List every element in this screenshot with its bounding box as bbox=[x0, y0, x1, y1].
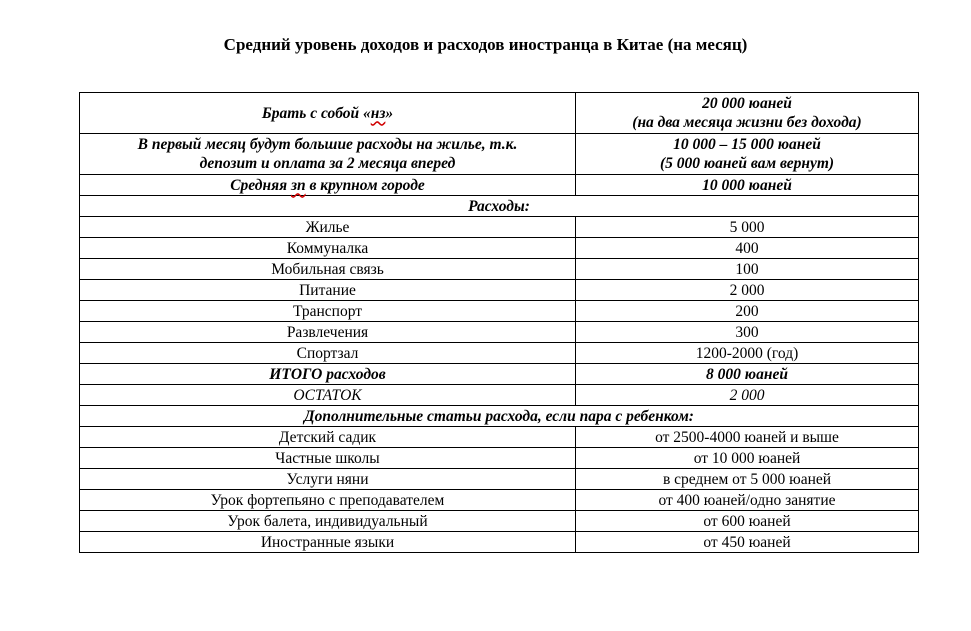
value-cell: 400 bbox=[576, 238, 919, 259]
label-cell: Частные школы bbox=[80, 448, 576, 469]
table-row bbox=[80, 301, 919, 322]
table-row bbox=[80, 175, 919, 196]
table-row bbox=[80, 280, 919, 301]
section-header-row bbox=[80, 196, 919, 217]
label-cell: Услуги няни bbox=[80, 469, 576, 490]
label-cell: Детский садик bbox=[80, 427, 576, 448]
value-cell: 100 bbox=[576, 259, 919, 280]
value-cell: в среднем от 5 000 юаней bbox=[576, 469, 919, 490]
spellcheck-flag: нз bbox=[370, 104, 386, 122]
total-label: ИТОГО расходов bbox=[80, 364, 576, 385]
value-cell: 300 bbox=[576, 322, 919, 343]
value-cell: от 600 юаней bbox=[576, 511, 919, 532]
total-row bbox=[80, 364, 919, 385]
table-row bbox=[80, 511, 919, 532]
value-cell: 10 000 – 15 000 юаней (5 000 юаней вам вернут) bbox=[576, 134, 919, 175]
value-cell: 20 000 юаней (на два месяца жизни без дохода) bbox=[576, 93, 919, 134]
spellcheck-flag: зп bbox=[290, 176, 306, 194]
label-cell: Развлечения bbox=[80, 322, 576, 343]
value-cell: от 400 юаней/одно занятие bbox=[576, 490, 919, 511]
total-value: 8 000 юаней bbox=[576, 364, 919, 385]
label-cell: Коммуналка bbox=[80, 238, 576, 259]
label-cell: В первый месяц будут большие расходы на жилье, т.к. депозит и оплата за 2 месяца вперед bbox=[80, 134, 576, 175]
table-row bbox=[80, 217, 919, 238]
remainder-row bbox=[80, 385, 919, 406]
label-cell: Урок фортепьяно с преподавателем bbox=[80, 490, 576, 511]
label-cell: Урок балета, индивидуальный bbox=[80, 511, 576, 532]
child-expenses-header: Дополнительные статьи расхода, если пара с ребенком: bbox=[80, 406, 919, 427]
table-row bbox=[80, 427, 919, 448]
value-cell: от 10 000 юаней bbox=[576, 448, 919, 469]
table-row bbox=[80, 448, 919, 469]
label-cell: Питание bbox=[80, 280, 576, 301]
table-row bbox=[80, 322, 919, 343]
page-title: Средний уровень доходов и расходов иностранца в Китае (на месяц) bbox=[223, 35, 748, 54]
value-cell: 10 000 юаней bbox=[576, 175, 919, 196]
value-cell: от 2500-4000 юаней и выше bbox=[576, 427, 919, 448]
table-row bbox=[80, 93, 919, 134]
table-row bbox=[80, 532, 919, 553]
label-cell: Брать с собой «нз» bbox=[80, 93, 576, 134]
value-cell: от 450 юаней bbox=[576, 532, 919, 553]
value-cell: 5 000 bbox=[576, 217, 919, 238]
label-cell: Иностранные языки bbox=[80, 532, 576, 553]
label-cell: Спортзал bbox=[80, 343, 576, 364]
expenses-header: Расходы: bbox=[80, 196, 919, 217]
value-cell: 1200-2000 (год) bbox=[576, 343, 919, 364]
label-cell: Средняя зп в крупном городе bbox=[80, 175, 576, 196]
table-row bbox=[80, 343, 919, 364]
label-cell: Мобильная связь bbox=[80, 259, 576, 280]
table-row bbox=[80, 238, 919, 259]
section-header-row bbox=[80, 406, 919, 427]
table-row bbox=[80, 469, 919, 490]
table-row bbox=[80, 490, 919, 511]
label-cell: Жилье bbox=[80, 217, 576, 238]
table-row bbox=[80, 134, 919, 175]
label-cell: Транспорт bbox=[80, 301, 576, 322]
table-row bbox=[80, 259, 919, 280]
income-expense-table bbox=[79, 92, 919, 553]
remainder-label: ОСТАТОК bbox=[80, 385, 576, 406]
value-cell: 2 000 bbox=[576, 280, 919, 301]
value-cell: 200 bbox=[576, 301, 919, 322]
remainder-value: 2 000 bbox=[576, 385, 919, 406]
